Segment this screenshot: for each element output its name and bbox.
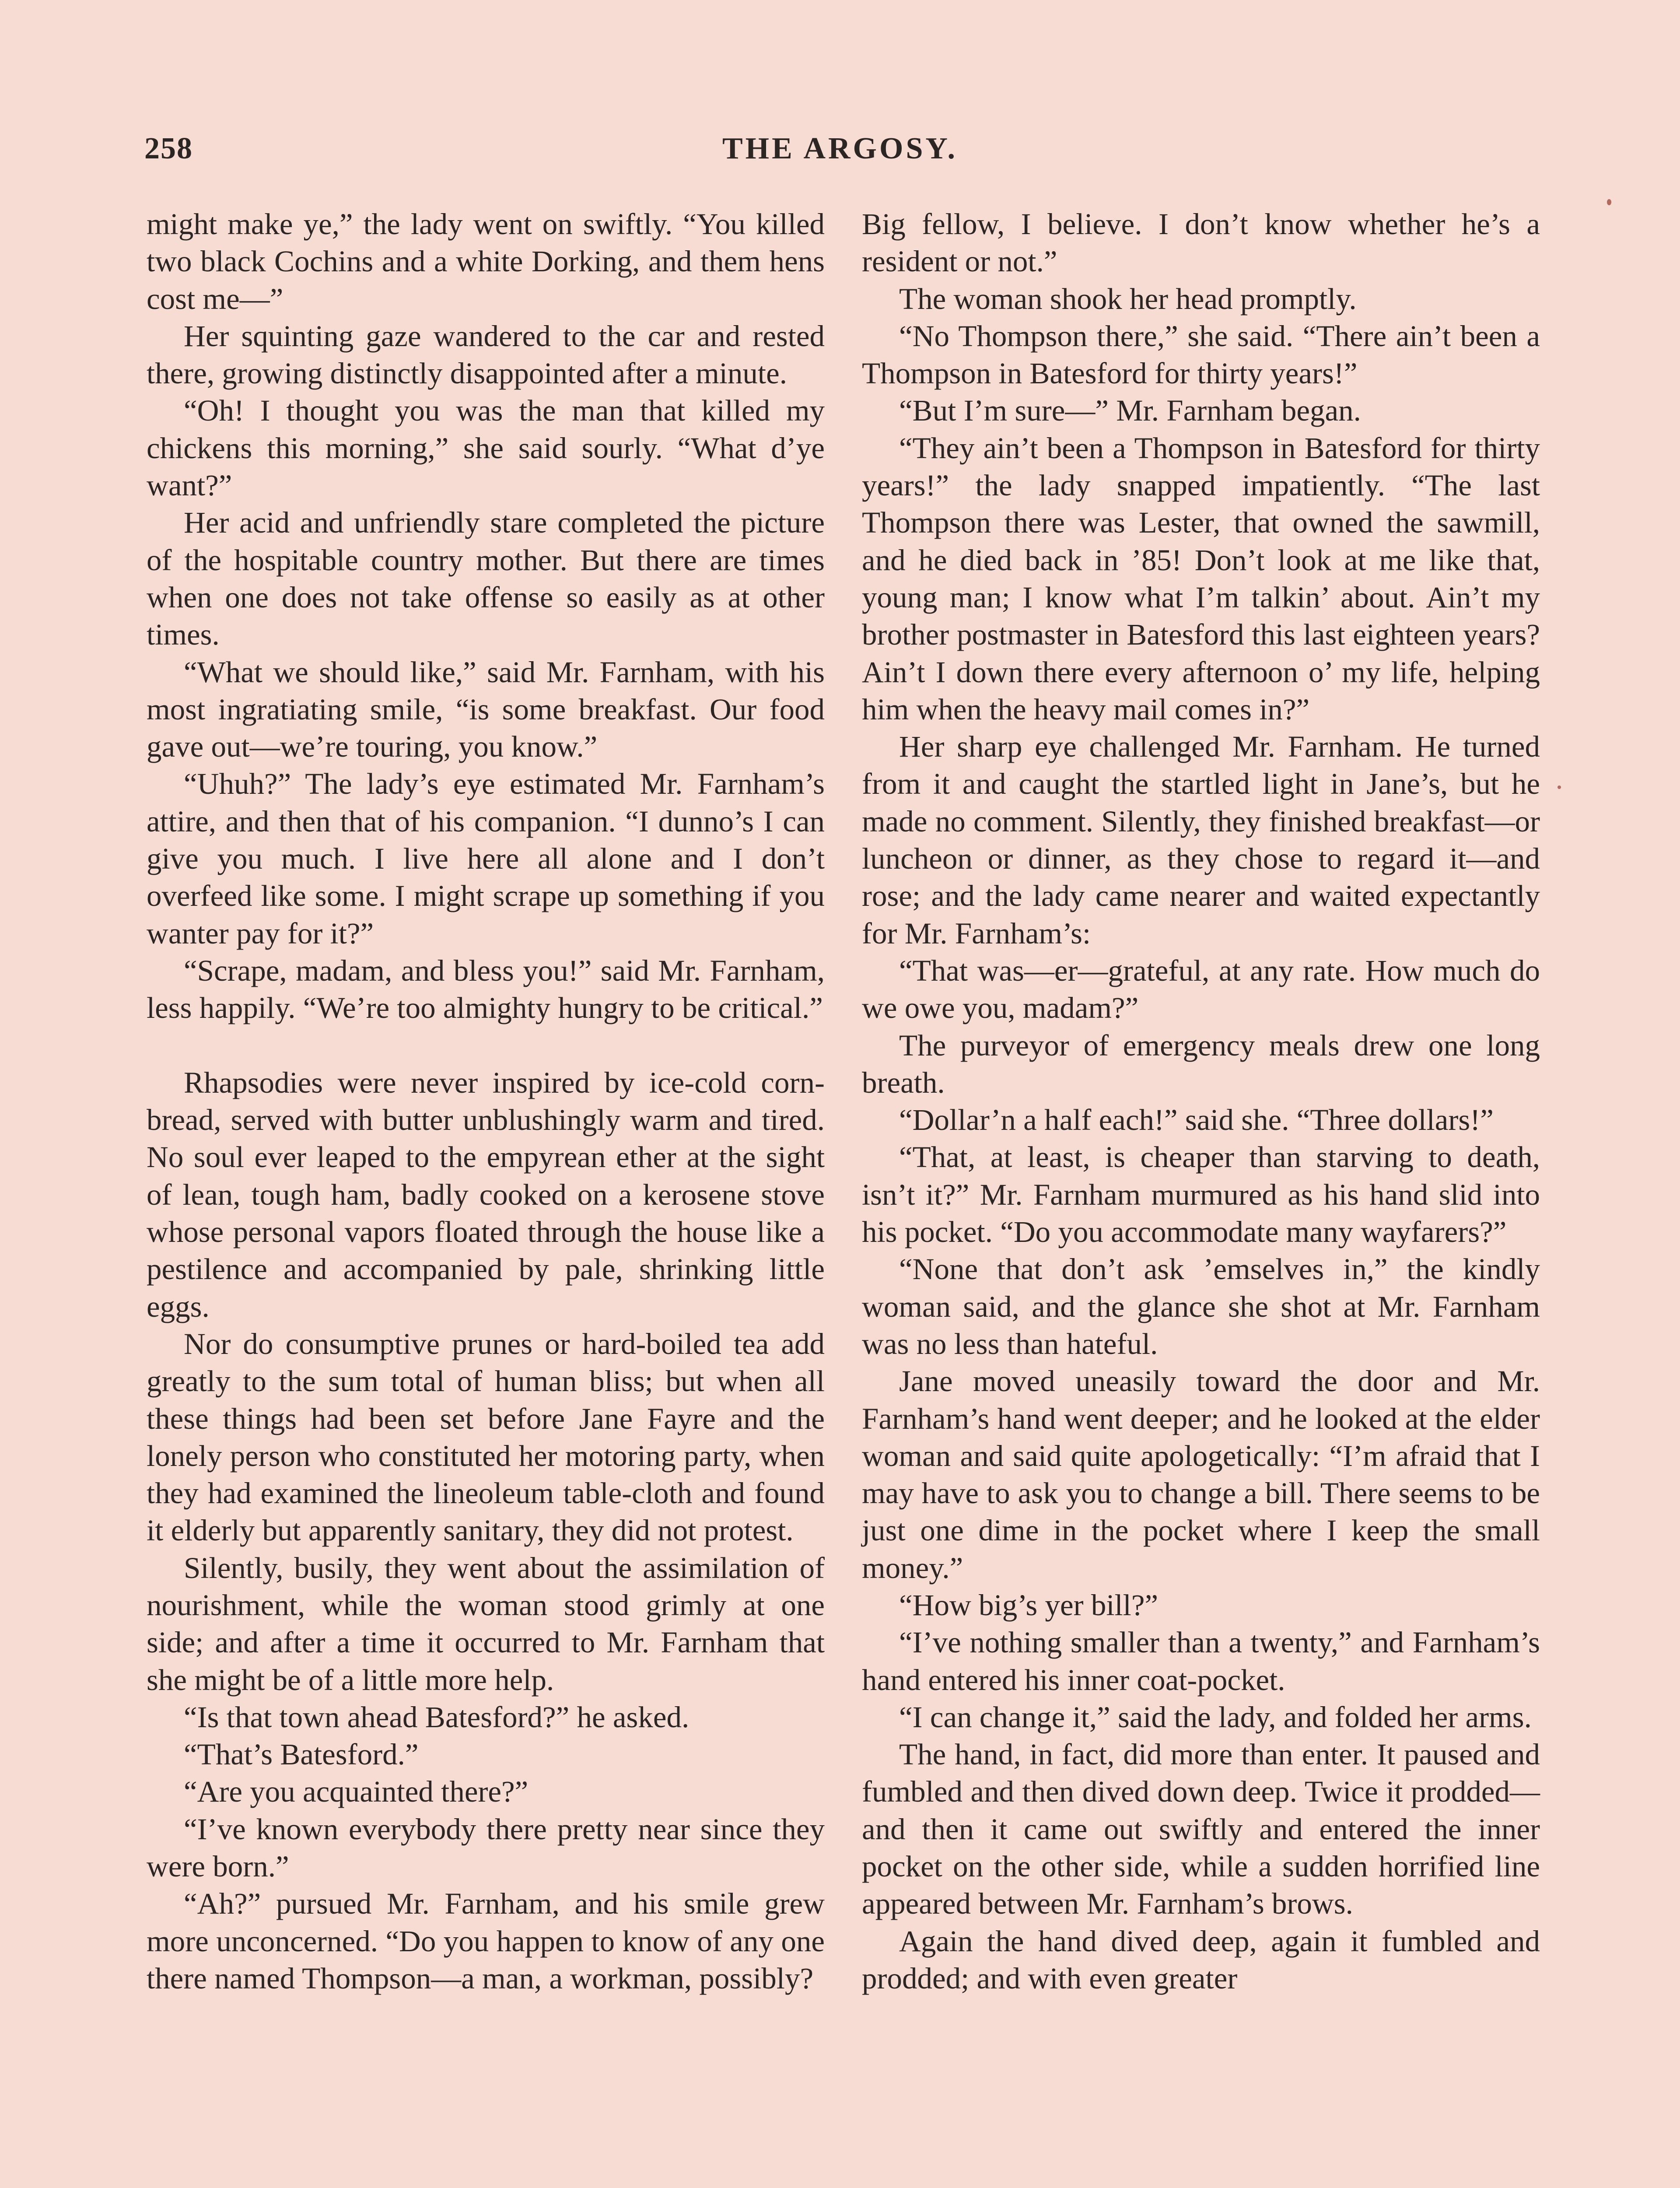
paragraph: “Dollar’n a half each!” said she. “Three dollars!” [899,1103,1494,1137]
paragraph: “Is that town ahead Batesford?” he asked. [184,1700,690,1734]
paragraph: “But I’m sure—” Mr. Farnham began. [899,394,1361,428]
paragraph: Big fellow, I believe. I don’t know whether he’s a resident or not.” [862,207,1540,278]
paragraph: Rhapsodies were never inspired by ice-cold corn-bread, served with butter unblushingly warm and tired. No soul ever leaped to the empyrean ether at the sight of lean, tough ham, badly cooked on a kerosene stove whose personal vapors floated through the house like a pestilence and accompanied by pale, shrinking little eggs. [147,1066,825,1323]
paragraph: “What we should like,” said Mr. Farnham, with his most ingratiating smile, “is some breakfast. Our food gave out—we’re touring, you know.” [147,655,825,764]
paragraph: Silently, busily, they went about the assimilation of nourishment, while the woman stood grimly at one side; and after a time it occurred to Mr. Farnham that she might be of a little more help. [147,1551,825,1697]
paper-speck [1558,785,1561,789]
page-header [144,131,1536,179]
paragraph: “Ah?” pursued Mr. Farnham, and his smile grew more unconcerned. “Do you happen to know of any one there named Thompson—a man, a workman, possibly? [147,1887,825,1995]
paragraph: The purveyor of emergency meals drew one long breath. [862,1028,1540,1099]
paragraph: Jane moved uneasily toward the door and Mr. Farnham’s hand went deeper; and he looked at the elder woman and said quite apologetically: “I’m afraid that I may have to ask you to change a bill. There seems to be just one dime in the pocket where I keep the small money.” [862,1364,1540,1585]
paragraph: “That was—er—grateful, at any rate. How much do we owe you, madam?” [862,954,1540,1025]
paragraph: “I’ve known everybody there pretty near since they were born.” [147,1812,825,1883]
paragraph: Her squinting gaze wandered to the car and rested there, growing distinctly disappointed after a minute. [147,319,825,390]
running-title: THE ARGOSY. [722,132,958,165]
paragraph: “No Thompson there,” she said. “There ain’t been a Thompson in Batesford for thirty years!” [862,319,1540,390]
paragraph: “That, at least, is cheaper than starving to death, isn’t it?” Mr. Farnham murmured as his hand slid into his pocket. “Do you accommodate many wayfarers?” [862,1140,1540,1249]
paragraph: “Uhuh?” The lady’s eye estimated Mr. Farnham’s attire, and then that of his companion. “I dunno’s I can give you much. I live here all alone and I don’t overfeed like some. I might scrape up something if you wanter pay for it?” [147,767,825,950]
left-column [147,206,825,1997]
paragraph: Again the hand dived deep, again it fumbled and prodded; and with even greater [862,1924,1540,1995]
paragraph: Her sharp eye challenged Mr. Farnham. He turned from it and caught the startled light in Jane’s, but he made no comment. Silently, they finished breakfast—or luncheon or dinner, as they chose to regard it—and rose; and the lady came nearer and waited expectantly for Mr. Farnham’s: [862,730,1540,950]
paragraph: “Are you acquainted there?” [184,1775,528,1809]
paragraph: “I’ve nothing smaller than a twenty,” and Farnham’s hand entered his inner coat-pocket. [862,1626,1540,1697]
page-number: 258 [144,132,193,165]
paragraph: “That’s Batesford.” [184,1738,419,1771]
paper-speck [1607,199,1611,205]
paragraph: “I can change it,” said the lady, and folded her arms. [899,1700,1532,1734]
paragraph: “How big’s yer bill?” [899,1588,1158,1622]
paragraph: The woman shook her head promptly. [899,282,1357,316]
paragraph: might make ye,” the lady went on swiftly. “You killed two black Cochins and a white Dorking, and them hens cost me—” [147,207,825,316]
paragraph: Nor do consumptive prunes or hard-boiled tea add greatly to the sum total of human bliss; but when all these things had been set before Jane Fayre and the lonely person who constituted her motoring party, when they had examined the lineoleum table-cloth and found it elderly but apparently sanitary, they did not protest. [147,1327,825,1547]
paragraph: The hand, in fact, did more than enter. It paused and fumbled and then dived down deep. Twice it prodded—and then it came out swiftly and entered the inner pocket on the other side, while a sudden horrified line appeared between Mr. Farnham’s brows. [862,1738,1540,1921]
right-column [862,206,1540,1997]
paragraph: “Scrape, madam, and bless you!” said Mr. Farnham, less happily. “We’re too almighty hungry to be critical.” [147,954,825,1025]
paragraph: “They ain’t been a Thompson in Batesford for thirty years!” the lady snapped impatiently. “The last Thompson there was Lester, that owned the sawmill, and he died back in ’85! Don’t look at me like that, young man; I know what I’m talkin’ about. Ain’t my brother postmaster in Batesford this last eighteen years? Ain’t I down there every afternoon o’ my life, helping him when the heavy mail comes in?” [862,431,1540,726]
paragraph: Her acid and unfriendly stare completed the picture of the hospitable country mother. But there are times when one does not take offense so easily as at other times. [147,506,825,652]
paragraph: “Oh! I thought you was the man that killed my chickens this morning,” she said sourly. “What d’ye want?” [147,394,825,502]
paragraph: “None that don’t ask ’emselves in,” the kindly woman said, and the glance she shot at Mr. Farnham was no less than hateful. [862,1252,1540,1360]
